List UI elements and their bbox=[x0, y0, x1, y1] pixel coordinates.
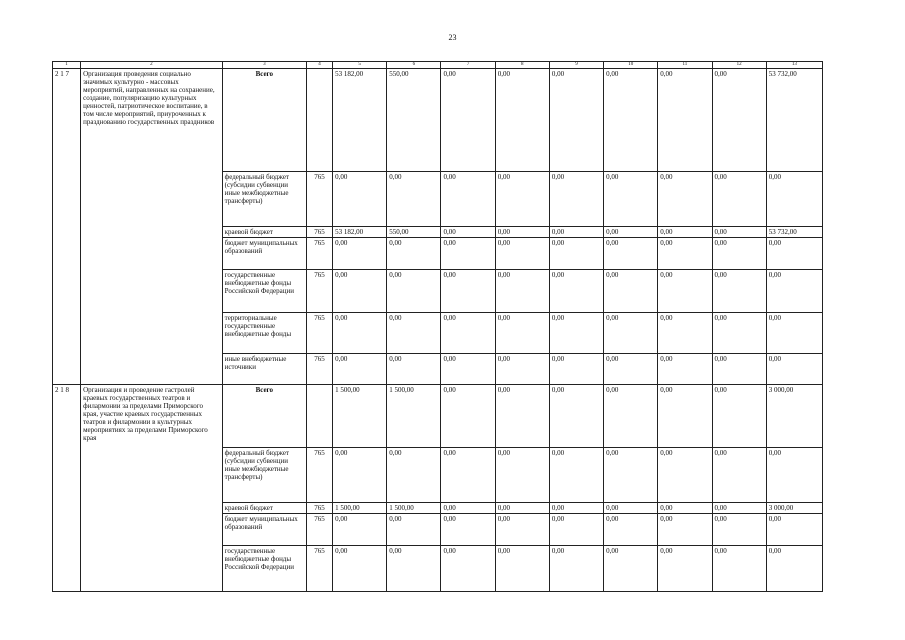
value-cell: 0,00 bbox=[712, 69, 766, 172]
value-cell: 0,00 bbox=[441, 238, 495, 270]
value-cell: 0,00 bbox=[333, 172, 387, 227]
value-cell: 0,00 bbox=[441, 503, 495, 514]
value-cell: 0,00 bbox=[604, 503, 658, 514]
value-cell: 0,00 bbox=[495, 385, 549, 448]
table-row bbox=[53, 69, 823, 172]
value-cell: 0,00 bbox=[766, 546, 822, 592]
value-cell: 0,00 bbox=[549, 385, 603, 448]
value-cell: 0,00 bbox=[333, 313, 387, 354]
value-cell: 0,00 bbox=[712, 503, 766, 514]
value-cell: 0,00 bbox=[333, 514, 387, 546]
value-cell: 0,00 bbox=[441, 313, 495, 354]
value-cell: 0,00 bbox=[658, 385, 712, 448]
value-cell: 0,00 bbox=[658, 546, 712, 592]
value-cell: 0,00 bbox=[604, 313, 658, 354]
value-cell: 0,00 bbox=[766, 354, 822, 385]
value-cell: 0,00 bbox=[549, 172, 603, 227]
value-cell: 0,00 bbox=[333, 270, 387, 313]
value-cell: 0,00 bbox=[495, 270, 549, 313]
header-cell: 9 bbox=[549, 62, 603, 69]
value-cell: 0,00 bbox=[712, 172, 766, 227]
code-cell: 765 bbox=[306, 448, 332, 503]
value-cell: 1 500,00 bbox=[333, 385, 387, 448]
code-cell: 765 bbox=[306, 546, 332, 592]
header-cell: 12 bbox=[712, 62, 766, 69]
header-cell: 2 bbox=[81, 62, 223, 69]
value-cell: 1 500,00 bbox=[387, 385, 441, 448]
value-cell: 0,00 bbox=[604, 385, 658, 448]
value-cell: 0,00 bbox=[333, 354, 387, 385]
value-cell: 0,00 bbox=[387, 172, 441, 227]
value-cell: 0,00 bbox=[549, 354, 603, 385]
value-cell: 0,00 bbox=[766, 172, 822, 227]
value-cell: 0,00 bbox=[712, 354, 766, 385]
header-cell: 10 bbox=[604, 62, 658, 69]
value-cell: 0,00 bbox=[712, 238, 766, 270]
value-cell: 0,00 bbox=[549, 227, 603, 238]
value-cell: 0,00 bbox=[766, 514, 822, 546]
code-cell: 765 bbox=[306, 238, 332, 270]
code-cell: 765 bbox=[306, 354, 332, 385]
value-cell: 0,00 bbox=[441, 227, 495, 238]
funding-source-label: иные внебюджетные источники bbox=[222, 354, 306, 385]
value-cell: 0,00 bbox=[604, 354, 658, 385]
value-cell: 0,00 bbox=[495, 503, 549, 514]
funding-source-label: государственные внебюджетные фонды Российской Федерации bbox=[222, 270, 306, 313]
value-cell: 0,00 bbox=[495, 227, 549, 238]
value-cell: 0,00 bbox=[604, 238, 658, 270]
value-cell: 0,00 bbox=[495, 546, 549, 592]
funding-source-label: государственные внебюджетные фонды Российской Федерации bbox=[222, 546, 306, 592]
value-cell: 0,00 bbox=[441, 172, 495, 227]
funding-source-label: федеральный бюджет (субсидии субвенции иные межбюджетные трансферты) bbox=[222, 448, 306, 503]
value-cell: 3 000,00 bbox=[766, 503, 822, 514]
value-cell: 0,00 bbox=[549, 514, 603, 546]
value-cell: 0,00 bbox=[333, 546, 387, 592]
value-cell: 0,00 bbox=[495, 172, 549, 227]
code-cell: 765 bbox=[306, 514, 332, 546]
value-cell: 0,00 bbox=[604, 546, 658, 592]
total-label: Всего bbox=[222, 69, 306, 172]
value-cell: 0,00 bbox=[495, 69, 549, 172]
value-cell: 53 732,00 bbox=[766, 69, 822, 172]
value-cell: 0,00 bbox=[549, 546, 603, 592]
funding-source-label: краевой бюджет bbox=[222, 503, 306, 514]
value-cell: 0,00 bbox=[441, 69, 495, 172]
header-cell: 7 bbox=[441, 62, 495, 69]
code-cell bbox=[306, 385, 332, 448]
value-cell: 0,00 bbox=[549, 238, 603, 270]
header-cell: 6 bbox=[387, 62, 441, 69]
value-cell: 0,00 bbox=[333, 238, 387, 270]
header-cell: 11 bbox=[658, 62, 712, 69]
page-number: 23 bbox=[448, 33, 457, 42]
value-cell: 0,00 bbox=[712, 448, 766, 503]
value-cell: 0,00 bbox=[387, 546, 441, 592]
value-cell: 550,00 bbox=[387, 227, 441, 238]
value-cell: 0,00 bbox=[549, 270, 603, 313]
value-cell: 0,00 bbox=[712, 546, 766, 592]
section-number: 2 1 8 bbox=[53, 385, 81, 592]
value-cell: 0,00 bbox=[495, 448, 549, 503]
value-cell: 0,00 bbox=[712, 313, 766, 354]
value-cell: 0,00 bbox=[766, 270, 822, 313]
header-cell: 3 bbox=[222, 62, 306, 69]
budget-table bbox=[52, 61, 823, 592]
funding-source-label: бюджет муниципальных образований bbox=[222, 238, 306, 270]
value-cell: 0,00 bbox=[549, 503, 603, 514]
value-cell: 0,00 bbox=[658, 69, 712, 172]
value-cell: 0,00 bbox=[712, 227, 766, 238]
value-cell: 0,00 bbox=[387, 354, 441, 385]
value-cell: 0,00 bbox=[712, 270, 766, 313]
code-cell: 765 bbox=[306, 503, 332, 514]
value-cell: 1 500,00 bbox=[333, 503, 387, 514]
total-label: Всего bbox=[222, 385, 306, 448]
header-cell: 4 bbox=[306, 62, 332, 69]
table-body bbox=[53, 62, 823, 592]
value-cell: 0,00 bbox=[658, 503, 712, 514]
header-cell: 13 bbox=[766, 62, 822, 69]
header-row bbox=[53, 62, 823, 69]
funding-source-label: краевой бюджет bbox=[222, 227, 306, 238]
value-cell: 1 500,00 bbox=[387, 503, 441, 514]
value-cell: 3 000,00 bbox=[766, 385, 822, 448]
funding-source-label: бюджет муниципальных образований bbox=[222, 514, 306, 546]
value-cell: 0,00 bbox=[658, 448, 712, 503]
value-cell: 0,00 bbox=[658, 238, 712, 270]
value-cell: 0,00 bbox=[441, 514, 495, 546]
value-cell: 0,00 bbox=[712, 385, 766, 448]
value-cell: 0,00 bbox=[766, 238, 822, 270]
code-cell bbox=[306, 69, 332, 172]
funding-source-label: федеральный бюджет (субсидии субвенции иные межбюджетные трансферты) bbox=[222, 172, 306, 227]
code-cell: 765 bbox=[306, 172, 332, 227]
code-cell: 765 bbox=[306, 313, 332, 354]
value-cell: 0,00 bbox=[604, 270, 658, 313]
section-title: Организация проведения социально значимых культурно - массовых мероприятий, направленных на сохранение, создание, популяризацию культурных ценностей, патриотическое воспитание, в том числе мероприятий, приуроченных к празднованию государственных праздников bbox=[81, 69, 223, 385]
value-cell: 550,00 bbox=[387, 69, 441, 172]
value-cell: 0,00 bbox=[658, 270, 712, 313]
value-cell: 0,00 bbox=[549, 448, 603, 503]
value-cell: 0,00 bbox=[658, 172, 712, 227]
value-cell: 0,00 bbox=[658, 227, 712, 238]
value-cell: 0,00 bbox=[766, 313, 822, 354]
value-cell: 0,00 bbox=[495, 514, 549, 546]
header-cell: 5 bbox=[333, 62, 387, 69]
value-cell: 0,00 bbox=[658, 354, 712, 385]
table-row bbox=[53, 385, 823, 448]
value-cell: 0,00 bbox=[604, 448, 658, 503]
code-cell: 765 bbox=[306, 270, 332, 313]
value-cell: 0,00 bbox=[495, 238, 549, 270]
value-cell: 0,00 bbox=[387, 238, 441, 270]
section-title: Организация и проведение гастролей краевых государственных театров и филармонии за пределами Приморского края, участие краевых государственных театров и филармонии в культурных мероприятиях за пределами Приморского края bbox=[81, 385, 223, 592]
value-cell: 0,00 bbox=[387, 313, 441, 354]
value-cell: 0,00 bbox=[549, 313, 603, 354]
header-cell: 8 bbox=[495, 62, 549, 69]
funding-source-label: территориальные государственные внебюджетные фонды bbox=[222, 313, 306, 354]
value-cell: 0,00 bbox=[387, 270, 441, 313]
header-cell: 1 bbox=[53, 62, 81, 69]
value-cell: 0,00 bbox=[658, 514, 712, 546]
value-cell: 0,00 bbox=[441, 546, 495, 592]
value-cell: 0,00 bbox=[333, 448, 387, 503]
value-cell: 0,00 bbox=[441, 385, 495, 448]
value-cell: 0,00 bbox=[604, 69, 658, 172]
value-cell: 0,00 bbox=[712, 514, 766, 546]
value-cell: 0,00 bbox=[441, 448, 495, 503]
value-cell: 0,00 bbox=[387, 448, 441, 503]
value-cell: 0,00 bbox=[766, 448, 822, 503]
code-cell: 765 bbox=[306, 227, 332, 238]
section-number: 2 1 7 bbox=[53, 69, 81, 385]
value-cell: 0,00 bbox=[604, 172, 658, 227]
value-cell: 53 182,00 bbox=[333, 227, 387, 238]
value-cell: 0,00 bbox=[604, 514, 658, 546]
value-cell: 0,00 bbox=[658, 313, 712, 354]
value-cell: 0,00 bbox=[387, 514, 441, 546]
value-cell: 0,00 bbox=[495, 354, 549, 385]
value-cell: 0,00 bbox=[549, 69, 603, 172]
value-cell: 53 182,00 bbox=[333, 69, 387, 172]
value-cell: 0,00 bbox=[441, 354, 495, 385]
value-cell: 0,00 bbox=[604, 227, 658, 238]
value-cell: 53 732,00 bbox=[766, 227, 822, 238]
value-cell: 0,00 bbox=[495, 313, 549, 354]
value-cell: 0,00 bbox=[441, 270, 495, 313]
